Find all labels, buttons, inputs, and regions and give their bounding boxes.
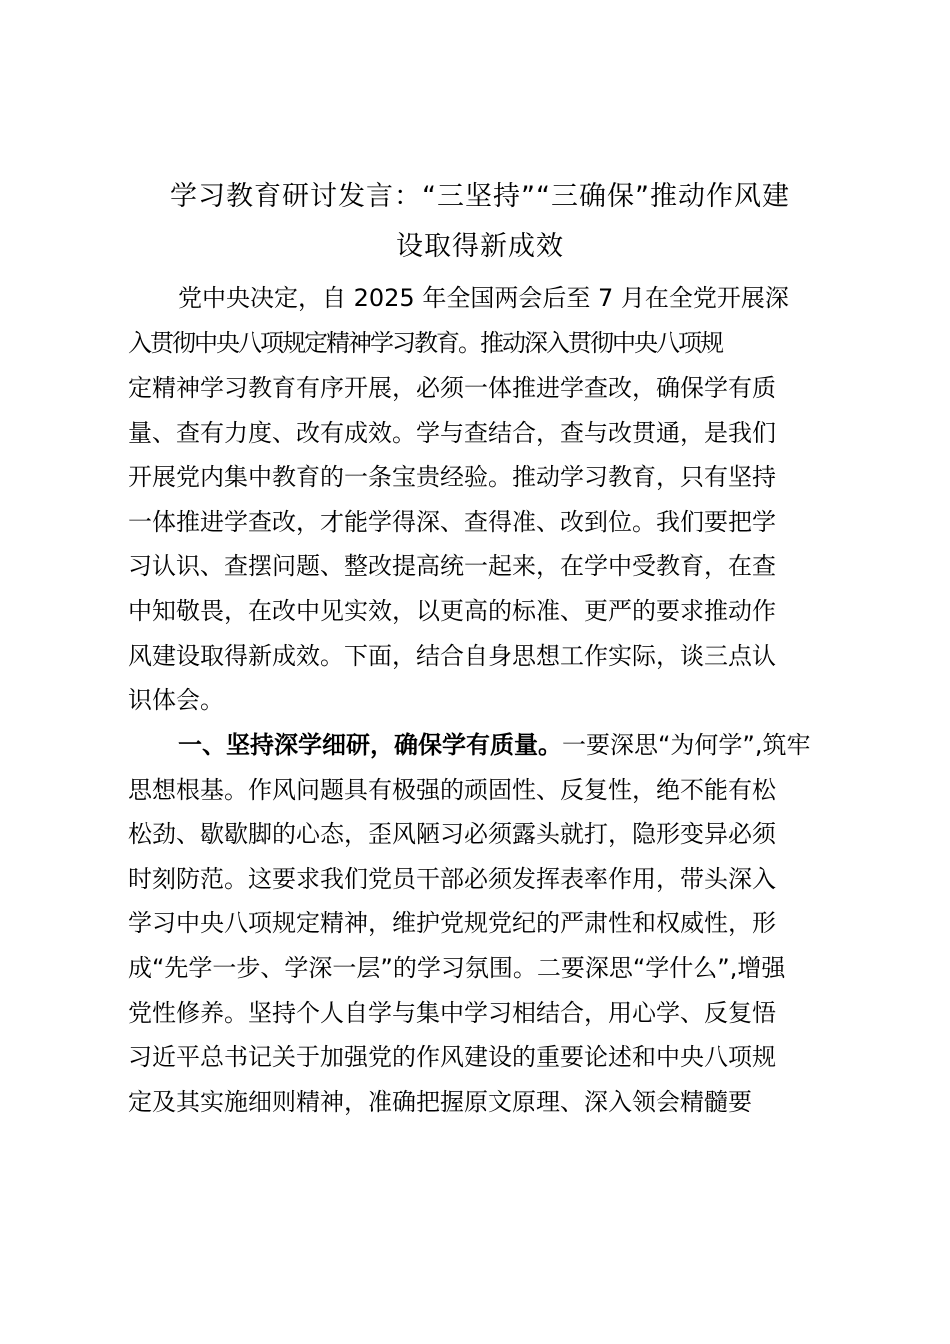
paragraph-line: 学习中央八项规定精神，维护党规党纪的严肃性和权威性，形: [128, 909, 776, 937]
paragraph-line: 风建设取得新成效。下面，结合自身思想工作实际，谈三点认: [128, 642, 776, 670]
paragraph-line: 习近平总书记关于加强党的作风建设的重要论述和中央八项规: [128, 1043, 776, 1071]
paragraph-line: [178, 729, 811, 761]
paragraph-line: 开展党内集中教育的一条宝贵经验。推动学习教育，只有坚持: [128, 463, 776, 491]
paragraph-line: 定精神学习教育有序开展，必须一体推进学查改，确保学有质: [128, 374, 776, 402]
paragraph-line: 时刻防范。这要求我们党员干部必须发挥表率作用，带头深入: [128, 865, 776, 893]
paragraph-line: 定及其实施细则精神，准确把握原文原理、深入领会精髓要: [128, 1088, 752, 1116]
paragraph-line: 思想根基。作风问题具有极强的顽固性、反复性，绝不能有松: [128, 776, 776, 804]
section-text: 一要深思“为何学”,筑牢: [562, 731, 811, 759]
paragraph-line: 松劲、歇歇脚的心态，歪风陋习必须露头就打，隐形变异必须: [128, 820, 776, 848]
paragraph-line: 入贯彻中央八项规定精神学习教育。推动深入贯彻中央八项规: [128, 329, 722, 357]
document-title-line-2: 设取得新成效: [396, 231, 564, 262]
document-title-line-1: 学习教育研讨发言：“三坚持”“三确保”推动作风建: [170, 181, 790, 212]
paragraph-line: 识体会。: [128, 686, 224, 714]
paragraph-line: 量、查有力度、改有成效。学与查结合，查与改贯通，是我们: [128, 419, 776, 447]
paragraph-line: 习认识、查摆问题、整改提高统一起来，在学中受教育，在查: [128, 552, 776, 580]
paragraph-line: 一体推进学查改，才能学得深、查得准、改到位。我们要把学: [128, 508, 776, 536]
section-heading: 一、坚持深学细研，确保学有质量。: [178, 731, 562, 759]
paragraph-line: 党中央决定，自 2025 年全国两会后至 7 月在全党开展深: [178, 284, 789, 312]
paragraph-line: 中知敬畏，在改中见实效，以更高的标准、更严的要求推动作: [128, 597, 776, 625]
paragraph-line: 党性修养。坚持个人自学与集中学习相结合，用心学、反复悟: [128, 999, 776, 1027]
paragraph-line: 成“先学一步、学深一层”的学习氛围。二要深思“学什么”,增强: [128, 954, 786, 982]
